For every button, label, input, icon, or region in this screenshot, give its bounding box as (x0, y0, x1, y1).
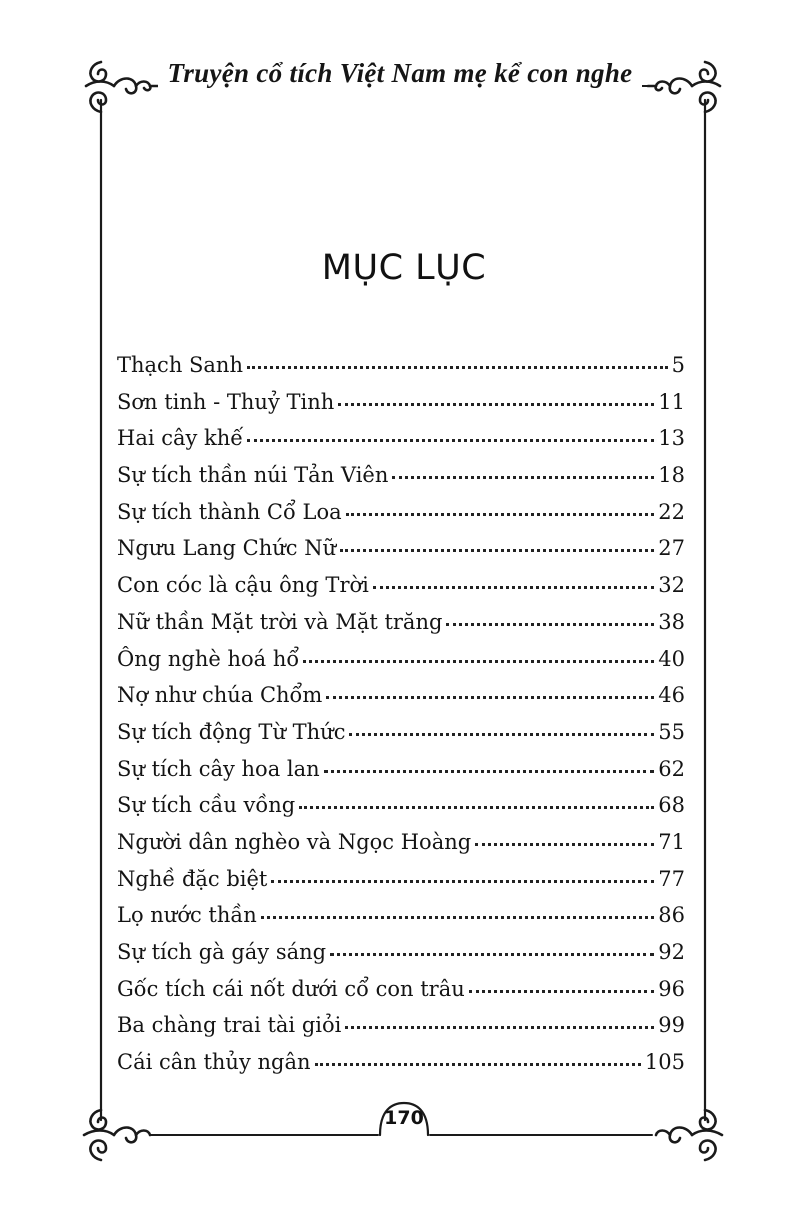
running-title-text: Truyện cổ tích Việt Nam mẹ kể con nghe (158, 58, 643, 88)
dot-leader (326, 696, 654, 699)
toc-entry-page: 40 (658, 646, 685, 671)
dot-leader (345, 1026, 654, 1029)
toc-entry-title: Sự tích cầu vồng (117, 793, 296, 818)
table-of-contents (117, 347, 685, 1081)
toc-entry-title: Người dân nghèo và Ngọc Hoàng (117, 829, 472, 854)
toc-entry-title: Nữ thần Mặt trời và Mặt trăng (117, 609, 443, 634)
toc-entry-title: Sự tích gà gáy sáng (117, 940, 327, 964)
dot-leader (271, 880, 654, 883)
dot-leader (330, 953, 654, 956)
toc-entry-title: Cái cân thủy ngân (117, 1050, 311, 1075)
toc-entry-page: 38 (658, 609, 685, 634)
toc-entry-page: 92 (658, 940, 685, 964)
dot-leader (469, 990, 655, 993)
toc-entry-title: Ngưu Lang Chức Nữ (117, 536, 337, 561)
toc-entry-title: Nợ như chúa Chổm (117, 683, 323, 708)
dot-leader (392, 476, 654, 479)
ornament-bottom-right-icon (656, 1110, 722, 1160)
toc-entry-title: Ông nghè hoá hổ (117, 646, 300, 671)
dot-leader (261, 916, 655, 919)
toc-entry-page: 18 (658, 463, 685, 488)
toc-entry-title: Lọ nước thần (117, 903, 257, 928)
toc-entry-page: 96 (658, 976, 685, 1001)
toc-entry-page: 71 (658, 829, 685, 854)
dot-leader (446, 623, 654, 626)
toc-entry-page: 55 (658, 719, 685, 744)
toc-entry[interactable] (117, 347, 685, 384)
toc-entry[interactable] (117, 494, 685, 531)
toc-entry[interactable] (117, 384, 685, 421)
dot-leader (247, 366, 668, 369)
dot-leader (303, 660, 654, 663)
toc-entry-page: 5 (671, 353, 685, 377)
toc-entry[interactable] (117, 641, 685, 678)
toc-entry-title: Nghề đặc biệt (117, 866, 268, 891)
toc-entry[interactable] (117, 897, 685, 934)
toc-entry-title: Ba chàng trai tài giỏi (117, 1013, 342, 1038)
toc-entry[interactable] (117, 457, 685, 494)
toc-entry-title: Hai cây khế (117, 426, 244, 451)
toc-entry-title: Sự tích động Từ Thức (117, 719, 346, 744)
dot-leader (299, 806, 654, 809)
toc-entry-title: Gốc tích cái nốt dưới cổ con trâu (117, 976, 465, 1001)
dot-leader (475, 843, 654, 846)
toc-entry[interactable] (117, 420, 685, 457)
toc-entry-page: 86 (658, 903, 685, 928)
toc-entry[interactable] (117, 787, 685, 824)
dot-leader (315, 1063, 641, 1066)
toc-entry-page: 62 (658, 756, 685, 781)
dot-leader (349, 733, 654, 736)
dot-leader (338, 403, 654, 406)
dot-leader (340, 549, 654, 552)
toc-entry[interactable] (117, 971, 685, 1008)
toc-entry[interactable] (117, 567, 685, 604)
toc-entry-page: 27 (658, 536, 685, 561)
dot-leader (324, 770, 655, 773)
toc-entry-title: Thạch Sanh (117, 353, 243, 377)
toc-entry-title: Sự tích cây hoa lan (117, 756, 320, 781)
toc-entry[interactable] (117, 530, 685, 567)
toc-entry[interactable] (117, 861, 685, 898)
toc-entry[interactable] (117, 714, 685, 751)
dot-leader (247, 439, 654, 442)
toc-entry[interactable] (117, 604, 685, 641)
toc-entry-page: 105 (644, 1050, 685, 1075)
dot-leader (346, 513, 655, 516)
toc-entry[interactable] (117, 824, 685, 861)
toc-entry-page: 22 (658, 499, 685, 524)
toc-entry[interactable] (117, 1007, 685, 1044)
ornament-bottom-left-icon (84, 1110, 150, 1160)
toc-entry-title: Sơn tinh - Thuỷ Tinh (117, 389, 335, 414)
toc-entry-page: 11 (658, 389, 685, 414)
page-number: 170 (384, 1107, 424, 1129)
toc-entry[interactable] (117, 677, 685, 714)
toc-entry[interactable] (117, 1044, 685, 1081)
toc-entry-page: 32 (658, 573, 685, 598)
toc-entry[interactable] (117, 751, 685, 788)
toc-entry-page: 99 (658, 1013, 685, 1038)
toc-entry-page: 46 (658, 683, 685, 708)
toc-heading: MỤC LỤC (321, 248, 487, 288)
toc-entry-title: Sự tích thành Cổ Loa (117, 499, 342, 524)
toc-entry[interactable] (117, 934, 685, 971)
toc-entry-page: 68 (658, 793, 685, 818)
toc-entry-title: Con cóc là cậu ông Trời (117, 573, 369, 598)
dot-leader (373, 586, 654, 589)
toc-entry-page: 77 (658, 866, 685, 891)
running-title (0, 58, 800, 89)
toc-entry-title: Sự tích thần núi Tản Viên (117, 463, 389, 488)
toc-entry-page: 13 (658, 426, 685, 451)
